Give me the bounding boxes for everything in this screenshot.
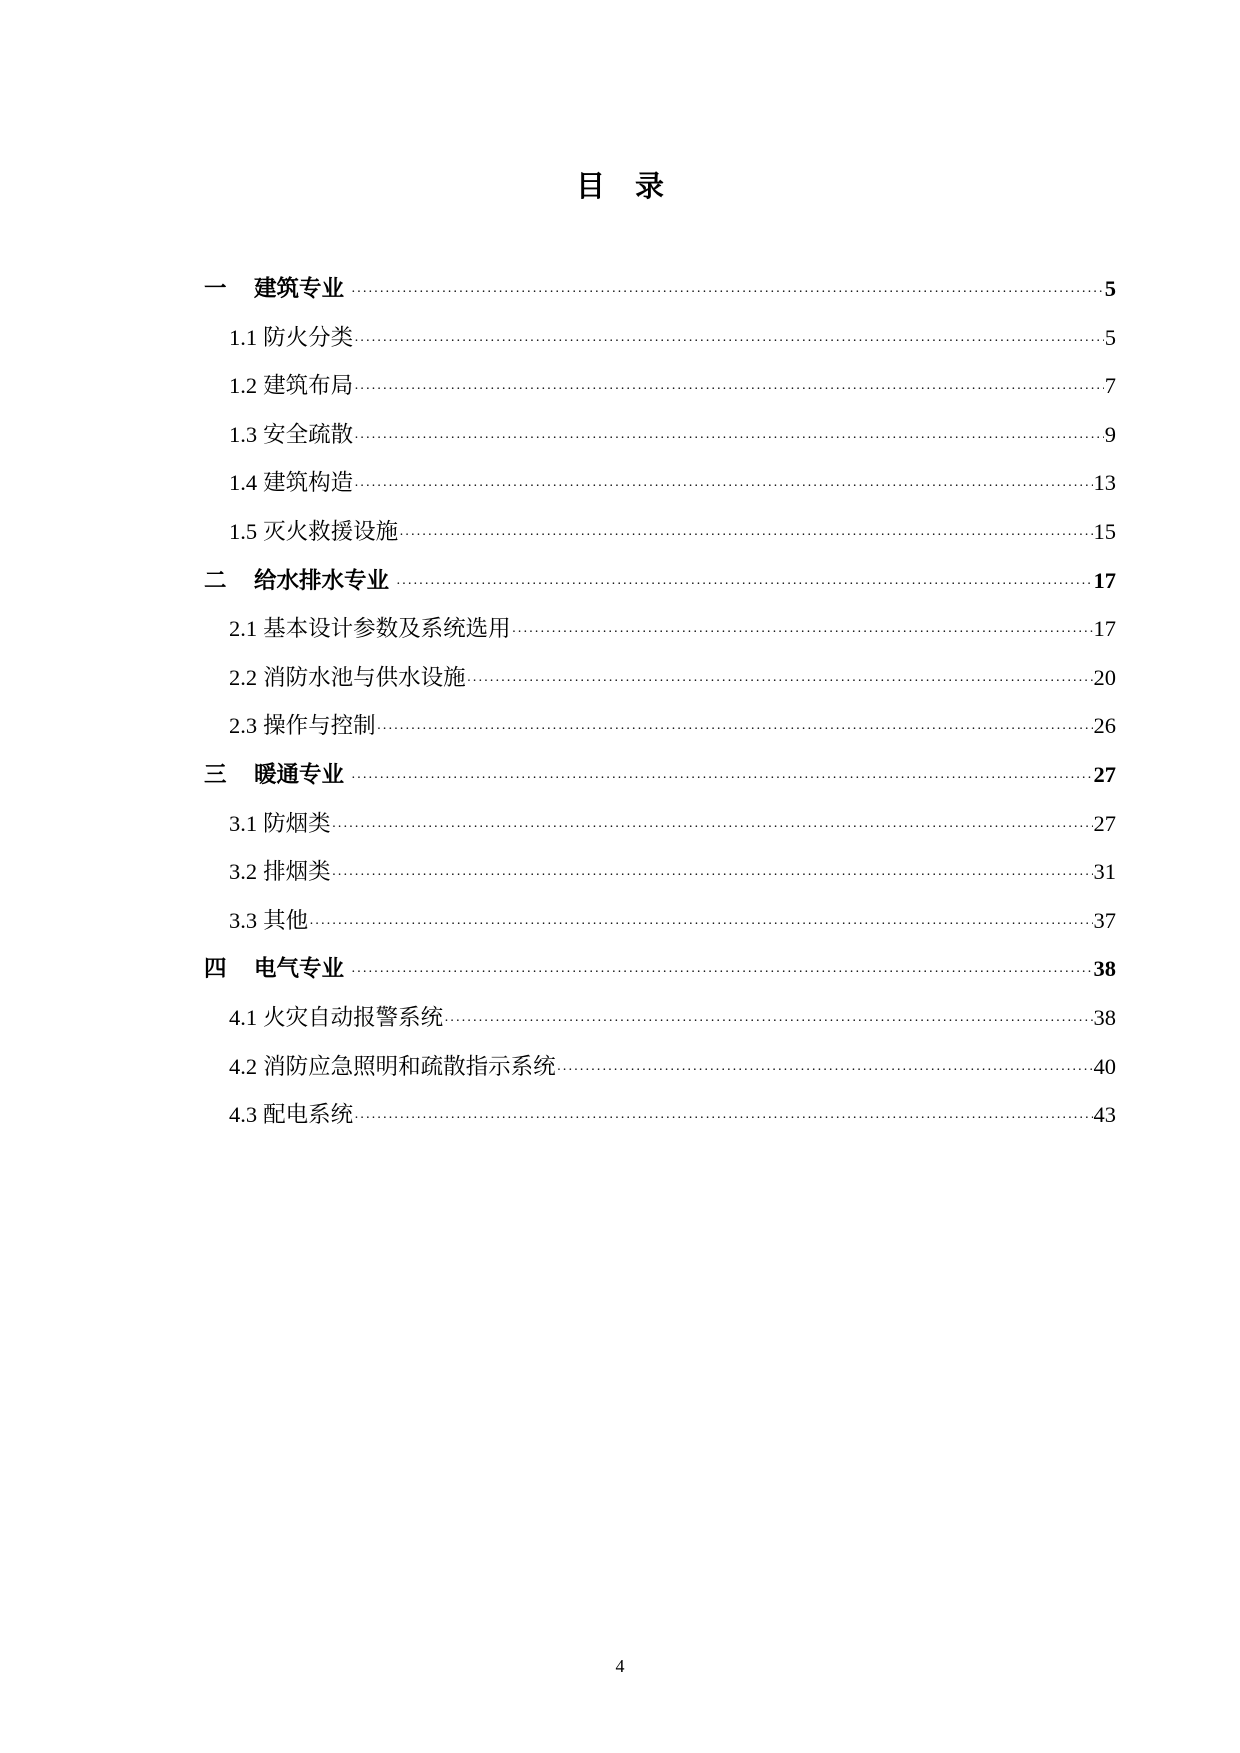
entry-title: 排烟类: [263, 859, 331, 885]
page-title: [0, 164, 1240, 205]
toc-section-entry[interactable]: [204, 660, 1116, 709]
entry-number: 4.1: [229, 1004, 258, 1030]
entry-title: 消防应急照明和疏散指示系统: [263, 1053, 556, 1079]
entry-title: 消防水池与供水设施: [263, 664, 466, 690]
entry-number: 一: [204, 276, 227, 301]
entry-title: 安全疏散: [263, 421, 354, 447]
title-char: 录: [635, 171, 665, 203]
entry-number: 1.5: [229, 518, 258, 544]
table-of-contents: [204, 271, 1116, 1146]
entry-page-number: 40: [1093, 1053, 1116, 1079]
entry-number: 四: [204, 956, 227, 982]
dot-leader: [354, 421, 1104, 457]
entry-page-number: 5: [1104, 324, 1116, 350]
entry-page-number: 17: [1093, 616, 1116, 642]
dot-leader: [354, 1101, 1092, 1137]
entry-page-number: 7: [1104, 373, 1116, 399]
toc-section-entry[interactable]: [204, 611, 1116, 660]
entry-number: 3.3: [229, 907, 258, 933]
entry-page-number: 5: [1104, 276, 1116, 301]
entry-title: 建筑构造: [263, 470, 354, 496]
entry-title: 暖通专业: [254, 761, 345, 787]
dot-leader: [351, 955, 1092, 991]
toc-section-entry[interactable]: [204, 903, 1116, 952]
entry-title: 操作与控制: [263, 713, 376, 739]
entry-page-number: 27: [1093, 810, 1116, 836]
toc-chapter-entry[interactable]: [204, 951, 1116, 1000]
toc-section-entry[interactable]: [204, 1097, 1116, 1146]
toc-section-entry[interactable]: [204, 465, 1116, 514]
entry-page-number: 17: [1093, 567, 1116, 593]
dot-leader: [354, 324, 1104, 360]
entry-page-number: 13: [1093, 470, 1116, 496]
dot-leader: [332, 858, 1093, 894]
entry-page-number: 31: [1093, 859, 1116, 885]
dot-leader: [467, 664, 1093, 700]
title-char: 目: [575, 171, 605, 203]
entry-page-number: 9: [1104, 421, 1116, 447]
entry-page-number: 15: [1093, 518, 1116, 544]
entry-title: 防烟类: [263, 810, 331, 836]
entry-page-number: 37: [1093, 907, 1116, 933]
toc-section-entry[interactable]: [204, 1049, 1116, 1098]
page-number: 4: [615, 1656, 625, 1676]
toc-chapter-entry[interactable]: [204, 757, 1116, 806]
dot-leader: [351, 275, 1104, 311]
entry-page-number: 26: [1093, 713, 1116, 739]
toc-section-entry[interactable]: [204, 806, 1116, 855]
entry-title: 给水排水专业: [254, 567, 390, 593]
toc-section-entry[interactable]: [204, 320, 1116, 369]
entry-number: 2.3: [229, 713, 258, 739]
entry-title: 基本设计参数及系统选用: [263, 616, 511, 642]
dot-leader: [332, 810, 1093, 846]
entry-title: 电气专业: [254, 956, 345, 982]
dot-leader: [399, 518, 1092, 554]
entry-title: 其他: [263, 907, 309, 933]
dot-leader: [557, 1053, 1093, 1089]
toc-chapter-entry[interactable]: [204, 271, 1116, 320]
dot-leader: [351, 761, 1092, 797]
toc-chapter-entry[interactable]: [204, 563, 1116, 612]
entry-number: 2.1: [229, 616, 258, 642]
entry-title: 火灾自动报警系统: [263, 1004, 444, 1030]
dot-leader: [309, 907, 1092, 943]
dot-leader: [512, 615, 1093, 651]
toc-section-entry[interactable]: [204, 417, 1116, 466]
entry-number: 3.1: [229, 810, 258, 836]
entry-number: 4.3: [229, 1102, 258, 1128]
entry-number: 2.2: [229, 664, 258, 690]
entry-page-number: 38: [1093, 1004, 1116, 1030]
entry-number: 3.2: [229, 859, 258, 885]
entry-number: 二: [204, 567, 227, 593]
entry-number: 1.2: [229, 373, 258, 399]
entry-number: 1.1: [229, 324, 258, 350]
entry-title: 灭火救援设施: [263, 518, 399, 544]
entry-page-number: 20: [1093, 664, 1116, 690]
toc-section-entry[interactable]: [204, 854, 1116, 903]
toc-section-entry[interactable]: [204, 708, 1116, 757]
dot-leader: [444, 1004, 1092, 1040]
entry-title: 建筑布局: [263, 373, 354, 399]
entry-number: 三: [204, 761, 227, 787]
dot-leader: [377, 712, 1093, 748]
entry-page-number: 27: [1093, 761, 1116, 787]
entry-page-number: 43: [1093, 1102, 1116, 1128]
dot-leader: [396, 567, 1092, 603]
entry-number: 1.3: [229, 421, 258, 447]
entry-title: 防火分类: [263, 324, 354, 350]
entry-title: 建筑专业: [254, 276, 345, 301]
dot-leader: [354, 372, 1104, 408]
entry-title: 配电系统: [263, 1102, 354, 1128]
entry-number: 4.2: [229, 1053, 258, 1079]
toc-section-entry[interactable]: [204, 1000, 1116, 1049]
dot-leader: [354, 469, 1092, 505]
entry-page-number: 38: [1093, 956, 1116, 982]
toc-section-entry[interactable]: [204, 514, 1116, 563]
entry-number: 1.4: [229, 470, 258, 496]
toc-section-entry[interactable]: [204, 368, 1116, 417]
